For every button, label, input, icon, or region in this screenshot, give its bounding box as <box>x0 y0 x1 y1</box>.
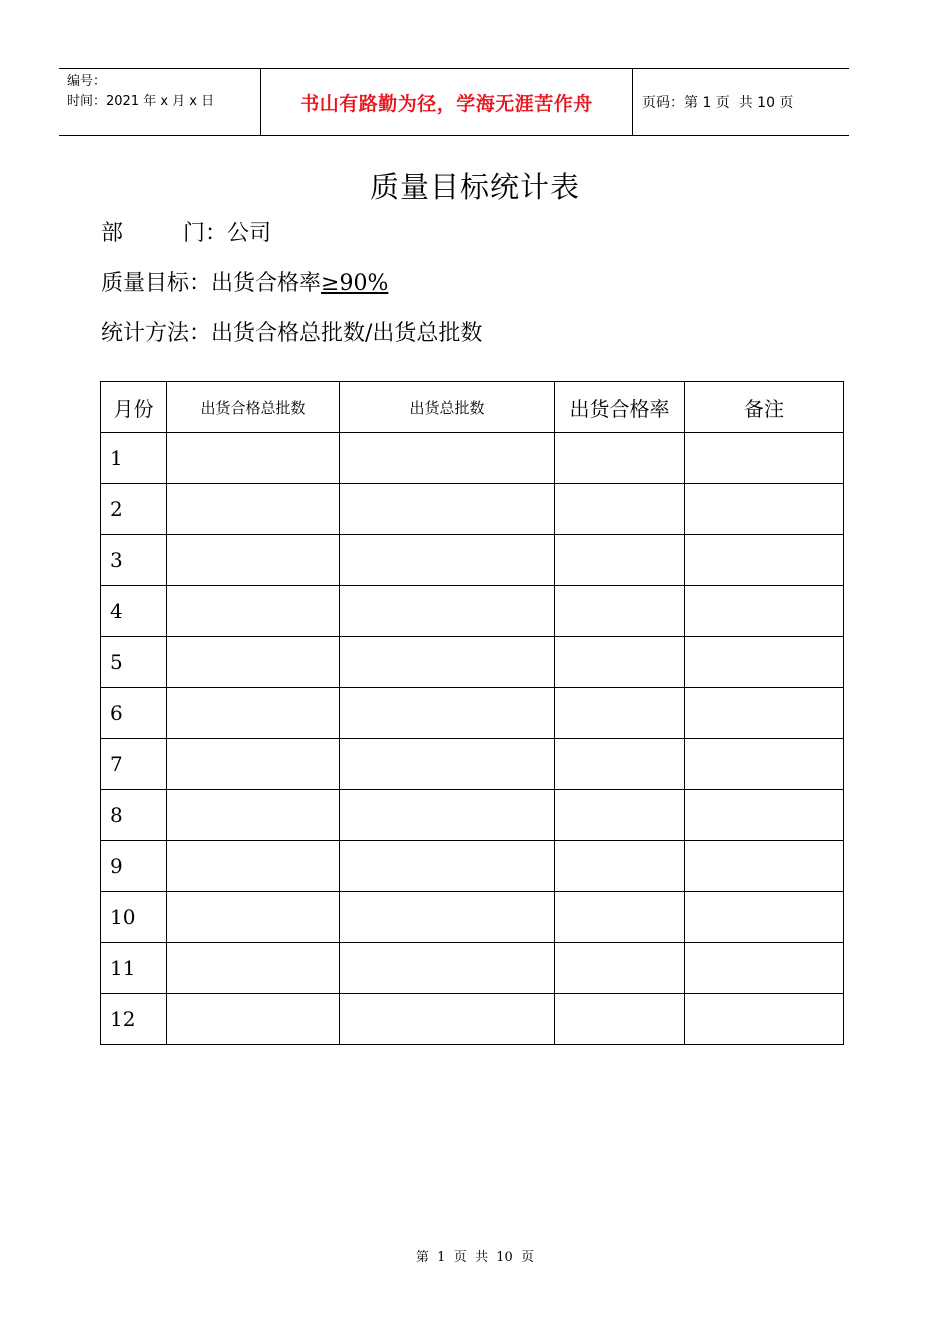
quality-goal-line <box>101 269 388 299</box>
remarks-cell[interactable] <box>685 535 844 586</box>
pass-rate-cell[interactable] <box>555 892 685 943</box>
qualified-batches-cell[interactable] <box>167 637 340 688</box>
pass-rate-cell[interactable] <box>555 688 685 739</box>
column-header-total-batches: 出货总批数 <box>340 382 555 433</box>
month-cell: 10 <box>101 892 167 943</box>
remarks-cell[interactable] <box>685 790 844 841</box>
table-row <box>101 892 844 943</box>
qualified-batches-cell[interactable] <box>167 433 340 484</box>
page-title: 质量目标统计表 <box>369 170 580 204</box>
pass-rate-cell[interactable] <box>555 586 685 637</box>
remarks-cell[interactable] <box>685 637 844 688</box>
month-cell: 4 <box>101 586 167 637</box>
statistics-table <box>100 381 844 1045</box>
header-meta <box>59 69 260 135</box>
pass-rate-cell[interactable] <box>555 790 685 841</box>
remarks-cell[interactable] <box>685 739 844 790</box>
pass-rate-cell[interactable] <box>555 943 685 994</box>
total-batches-cell[interactable] <box>340 943 555 994</box>
department-label-part-1: 部 <box>101 221 124 246</box>
table-header-row <box>101 382 844 433</box>
total-batches-cell[interactable] <box>340 433 555 484</box>
remarks-cell[interactable] <box>685 943 844 994</box>
table-row <box>101 841 844 892</box>
total-batches-cell[interactable] <box>340 586 555 637</box>
month-cell: 6 <box>101 688 167 739</box>
remarks-cell[interactable] <box>685 994 844 1045</box>
table-row <box>101 943 844 994</box>
pass-rate-cell[interactable] <box>555 433 685 484</box>
department-value: ：公司 <box>205 221 272 246</box>
table-row <box>101 586 844 637</box>
table-row <box>101 994 844 1045</box>
total-batches-cell[interactable] <box>340 739 555 790</box>
remarks-cell[interactable] <box>685 484 844 535</box>
month-cell: 12 <box>101 994 167 1045</box>
total-batches-cell[interactable] <box>340 637 555 688</box>
table-row <box>101 688 844 739</box>
header-motto: 书山有路勤为径，学海无涯苦作舟 <box>260 69 633 135</box>
page-footer: 第 1 页 共 10 页 <box>415 1250 535 1265</box>
month-cell: 9 <box>101 841 167 892</box>
header-page-info: 页码：第 1 页 共 10 页 <box>642 95 794 111</box>
month-cell: 7 <box>101 739 167 790</box>
month-cell: 11 <box>101 943 167 994</box>
qualified-batches-cell[interactable] <box>167 892 340 943</box>
remarks-cell[interactable] <box>685 433 844 484</box>
pass-rate-cell[interactable] <box>555 841 685 892</box>
qualified-batches-cell[interactable] <box>167 739 340 790</box>
table-row <box>101 484 844 535</box>
table-row <box>101 637 844 688</box>
pass-rate-cell[interactable] <box>555 739 685 790</box>
qualified-batches-cell[interactable] <box>167 688 340 739</box>
total-batches-cell[interactable] <box>340 994 555 1045</box>
pass-rate-cell[interactable] <box>555 994 685 1045</box>
qualified-batches-cell[interactable] <box>167 586 340 637</box>
total-batches-cell[interactable] <box>340 790 555 841</box>
remarks-cell[interactable] <box>685 688 844 739</box>
qualified-batches-cell[interactable] <box>167 535 340 586</box>
table-body <box>101 433 844 1045</box>
total-batches-cell[interactable] <box>340 841 555 892</box>
pass-rate-cell[interactable] <box>555 484 685 535</box>
pass-rate-cell[interactable] <box>555 535 685 586</box>
remarks-cell[interactable] <box>685 841 844 892</box>
page-header <box>59 68 849 136</box>
month-cell: 1 <box>101 433 167 484</box>
qualified-batches-cell[interactable] <box>167 943 340 994</box>
column-header-month: 月份 <box>101 382 167 433</box>
table-row <box>101 790 844 841</box>
month-cell: 5 <box>101 637 167 688</box>
document-number-label: 编号： <box>67 74 107 89</box>
month-cell: 2 <box>101 484 167 535</box>
department-label <box>101 219 205 249</box>
remarks-cell[interactable] <box>685 892 844 943</box>
month-cell: 3 <box>101 535 167 586</box>
qualified-batches-cell[interactable] <box>167 484 340 535</box>
column-header-pass-rate: 出货合格率 <box>555 382 685 433</box>
table-row <box>101 739 844 790</box>
qualified-batches-cell[interactable] <box>167 994 340 1045</box>
table-row <box>101 433 844 484</box>
statistics-method-line: 统计方法：出货合格总批数/出货总批数 <box>101 321 483 346</box>
remarks-cell[interactable] <box>685 586 844 637</box>
qualified-batches-cell[interactable] <box>167 790 340 841</box>
qualified-batches-cell[interactable] <box>167 841 340 892</box>
document-date-label: 时间：2021 年 x 月 x 日 <box>67 94 215 109</box>
column-header-qualified-batches: 出货合格总批数 <box>167 382 340 433</box>
total-batches-cell[interactable] <box>340 484 555 535</box>
quality-goal-label: 质量目标：出货合格率 <box>101 271 322 296</box>
column-header-remarks: 备注 <box>685 382 844 433</box>
total-batches-cell[interactable] <box>340 892 555 943</box>
quality-goal-value: ≥90% <box>321 271 389 296</box>
department-label-part-2: 门 <box>182 221 205 246</box>
department-line <box>101 219 271 249</box>
pass-rate-cell[interactable] <box>555 637 685 688</box>
table-row <box>101 535 844 586</box>
month-cell: 8 <box>101 790 167 841</box>
total-batches-cell[interactable] <box>340 688 555 739</box>
total-batches-cell[interactable] <box>340 535 555 586</box>
